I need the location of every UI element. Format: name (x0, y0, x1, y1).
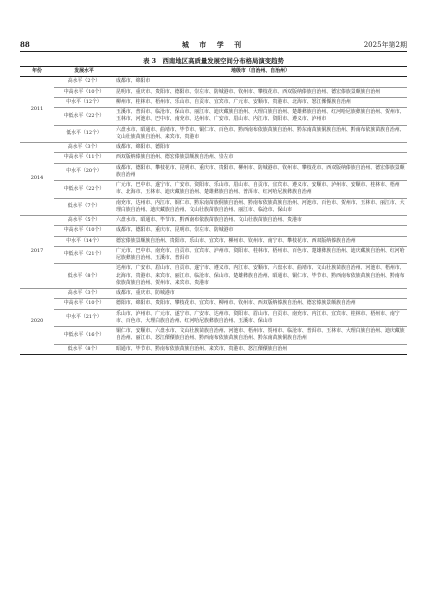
table-row (20, 246, 407, 264)
cities-cell: 广元市、巴中市、南充市、自贡市、宜宾市、泸州市、资阳市、桂林市、梧州市、百色市、楚雄彝族自治州、迪庆藏族自治州、红河哈尼族彝族自治州、玉溪市、普洱市 (116, 247, 405, 261)
year-cell: 2014 (30, 175, 44, 182)
spatial-pattern-table (20, 66, 407, 355)
level-cell: 中高水平（11个） (63, 154, 105, 161)
cities-cell: 西双版纳傣族自治州、德宏傣族景颇族自治州、崇左市 (116, 154, 234, 161)
header-level: 发展水平 (74, 68, 94, 74)
table-row (20, 344, 407, 354)
cities-cell: 玉溪市、普洱市、临沧市、保山市、丽江市、迪庆藏族自治州、大理白族自治州、楚雄彝族自治州、红河哈尼族彝族自治州、贺州市、玉林市、河池市、巴中市、南充市、达州市、广安市、眉山市、内江市、资阳市、遵义市、泸州市 (116, 109, 405, 123)
header-year: 年份 (32, 68, 42, 74)
level-cell: 高水平（3个） (67, 290, 101, 296)
level-cell: 低水平（12个） (66, 130, 102, 137)
cities-cell: 达州市、广安市、眉山市、自贡市、遂宁市、遵义市、内江市、安顺市、六盘水市、曲靖市、文山壮族苗族自治州、河池市、梧州市、北海市、贵港市、来宾市、丽江市、临沧市、保山市、楚雄彝族自治州、昭通市、铜仁市、毕节市、黔西南布依族苗族自治州、黔南布依族苗族自治州、贺州市、来宾市、贵港市 (116, 265, 405, 286)
cities-cell: 昭通市、毕节市、黔南布依族苗族自治州、来宾市、贵港市、怒江傈僳族自治州 (116, 345, 288, 352)
table-row (20, 108, 407, 126)
level-cell: 中高水平（10个） (63, 300, 105, 307)
table-row (20, 289, 407, 299)
level-cell: 中水平（12个） (66, 98, 102, 105)
header-rule (20, 51, 407, 52)
level-cell: 中低水平（22个） (63, 185, 105, 192)
cities-cell: 南充市、达州市、内江市、铜仁市、黔东南苗族侗族自治州、黔南布依族苗族自治州、河池市、百色市、贺州市、玉林市、丽江市、大理白族自治州、迪庆藏族自治州、文山壮族苗族自治州、丽江市、临沧市、保山市 (116, 199, 405, 213)
year-cell: 2020 (30, 317, 44, 324)
table-row (20, 264, 407, 289)
cities-cell: 成都市、德阳市、重庆市、昆明市、崇左市、防城港市 (116, 227, 234, 234)
level-cell: 高水平（3个） (67, 144, 101, 150)
table-row (20, 77, 407, 87)
year-cell: 2017 (30, 248, 44, 255)
cities-cell: 德宏傣族景颇族自治州、贵阳市、乐山市、宜宾市、柳州市、钦州市、南宁市、攀枝花市、西双版纳傣族自治州 (116, 237, 356, 244)
cities-cell: 铜仁市、安顺市、六盘水市、文山壮族苗族自治州、河池市、梧州市、贺州市、临沧市、普洱市、玉林市、大理白族自治州、迪庆藏族自治州、丽江市、怒江傈僳族自治州、黔西南布依族苗族自治州、黔东南苗族侗族自治州 (116, 328, 405, 342)
cities-cell: 昆明市、重庆市、贵阳市、德阳市、崇左市、防城港市、钦州市、攀枝花市、西双版纳傣族自治州、德宏傣族景颇族自治州 (116, 88, 381, 95)
table-row (20, 309, 407, 327)
table-row (20, 143, 407, 153)
cities-cell: 六盘水市、昭通市、毕节市、黔西南布依族苗族自治州、文山壮族苗族自治州、贵港市 (116, 217, 302, 223)
level-cell: 中低水平（16个） (63, 331, 105, 338)
level-cell: 低水平（7个） (67, 203, 101, 210)
table-row (20, 226, 407, 236)
cities-cell: 成都市、重庆市、防城港市 (116, 290, 175, 296)
journal-title: 城 市 学 刊 (181, 40, 246, 49)
header-cities: 地级市（自治州、自治州） (231, 68, 290, 74)
cities-cell: 成都市、德阳市、攀枝花市、昆明市、重庆市、贵阳市、柳州市、防城港市、钦州市、攀枝花市、西双版纳傣族自治州、德宏傣族景颇族自治州 (116, 164, 405, 178)
table-row (20, 163, 407, 181)
table-body (20, 77, 407, 355)
level-cell: 中水平（21个） (66, 314, 102, 321)
cities-cell: 成都市、绵阳市 (116, 78, 151, 85)
level-cell: 低水平（8个） (67, 272, 101, 279)
table-row (20, 299, 407, 309)
level-cell: 中水平（20个） (66, 168, 102, 175)
table-row (20, 198, 407, 216)
cities-cell: 成都市、绵阳市、德阳市 (116, 144, 170, 150)
cities-cell: 六盘水市、昭通市、曲靖市、毕节市、铜仁市、百色市、黔西南布依族苗族自治州、黔东南苗族侗族自治州、黔南布依族苗族自治州、文山壮族苗族自治州、来宾市、贵港市 (116, 126, 405, 140)
table-row (20, 87, 407, 97)
level-cell: 中低水平（22个） (63, 112, 105, 119)
level-cell: 中高水平（10个） (63, 88, 105, 95)
cities-cell: 德阳市、绵阳市、贵阳市、攀枝花市、宜宾市、柳州市、钦州市、西双版纳傣族自治州、德宏傣族景颇族自治州 (116, 300, 356, 307)
table-row (20, 327, 407, 345)
page-number: 88 (20, 40, 30, 49)
cities-cell: 柳州市、桂林市、梧州市、乐山市、自贡市、宜宾市、广元市、安顺市、贵港市、北海市、怒江傈僳族自治州 (116, 98, 351, 105)
table-row (20, 97, 407, 107)
table-caption: 表 3 西南地区高质量发展空间分布格局演变趋势 (143, 57, 284, 65)
table-row (20, 125, 407, 143)
level-cell: 中高水平（10个） (63, 227, 105, 234)
table-header-row (20, 67, 407, 77)
year-cell: 2011 (30, 106, 44, 112)
cities-cell: 乐山市、泸州市、广元市、遂宁市、广安市、达州市、资阳市、眉山市、自贡市、南充市、内江市、宜宾市、桂林市、梧州市、南宁市、百色市、大理白族自治州、红河哈尼族彝族自治州、玉溪市、保山市 (116, 310, 400, 324)
cities-cell: 广元市、巴中市、遂宁市、广安市、资阳市、乐山市、眉山市、自贡市、宜宾市、遵义市、安顺市、泸州市、安顺市、桂林市、梧州市、北海市、玉林市、迪庆藏族自治州、楚雄彝族自治州、普洱市、红河哈尼族彝族自治州 (116, 182, 400, 196)
table-row (20, 216, 407, 226)
level-cell: 高水平（2个） (67, 78, 101, 85)
level-cell: 中低水平（21个） (63, 251, 105, 258)
level-cell: 中水平（14个） (66, 237, 102, 244)
table-row (20, 236, 407, 246)
table-row (20, 153, 407, 163)
issue-label: 2025年第2期 (363, 41, 407, 49)
level-cell: 低水平（8个） (67, 345, 101, 352)
table-row (20, 181, 407, 199)
level-cell: 高水平（5个） (67, 217, 101, 223)
